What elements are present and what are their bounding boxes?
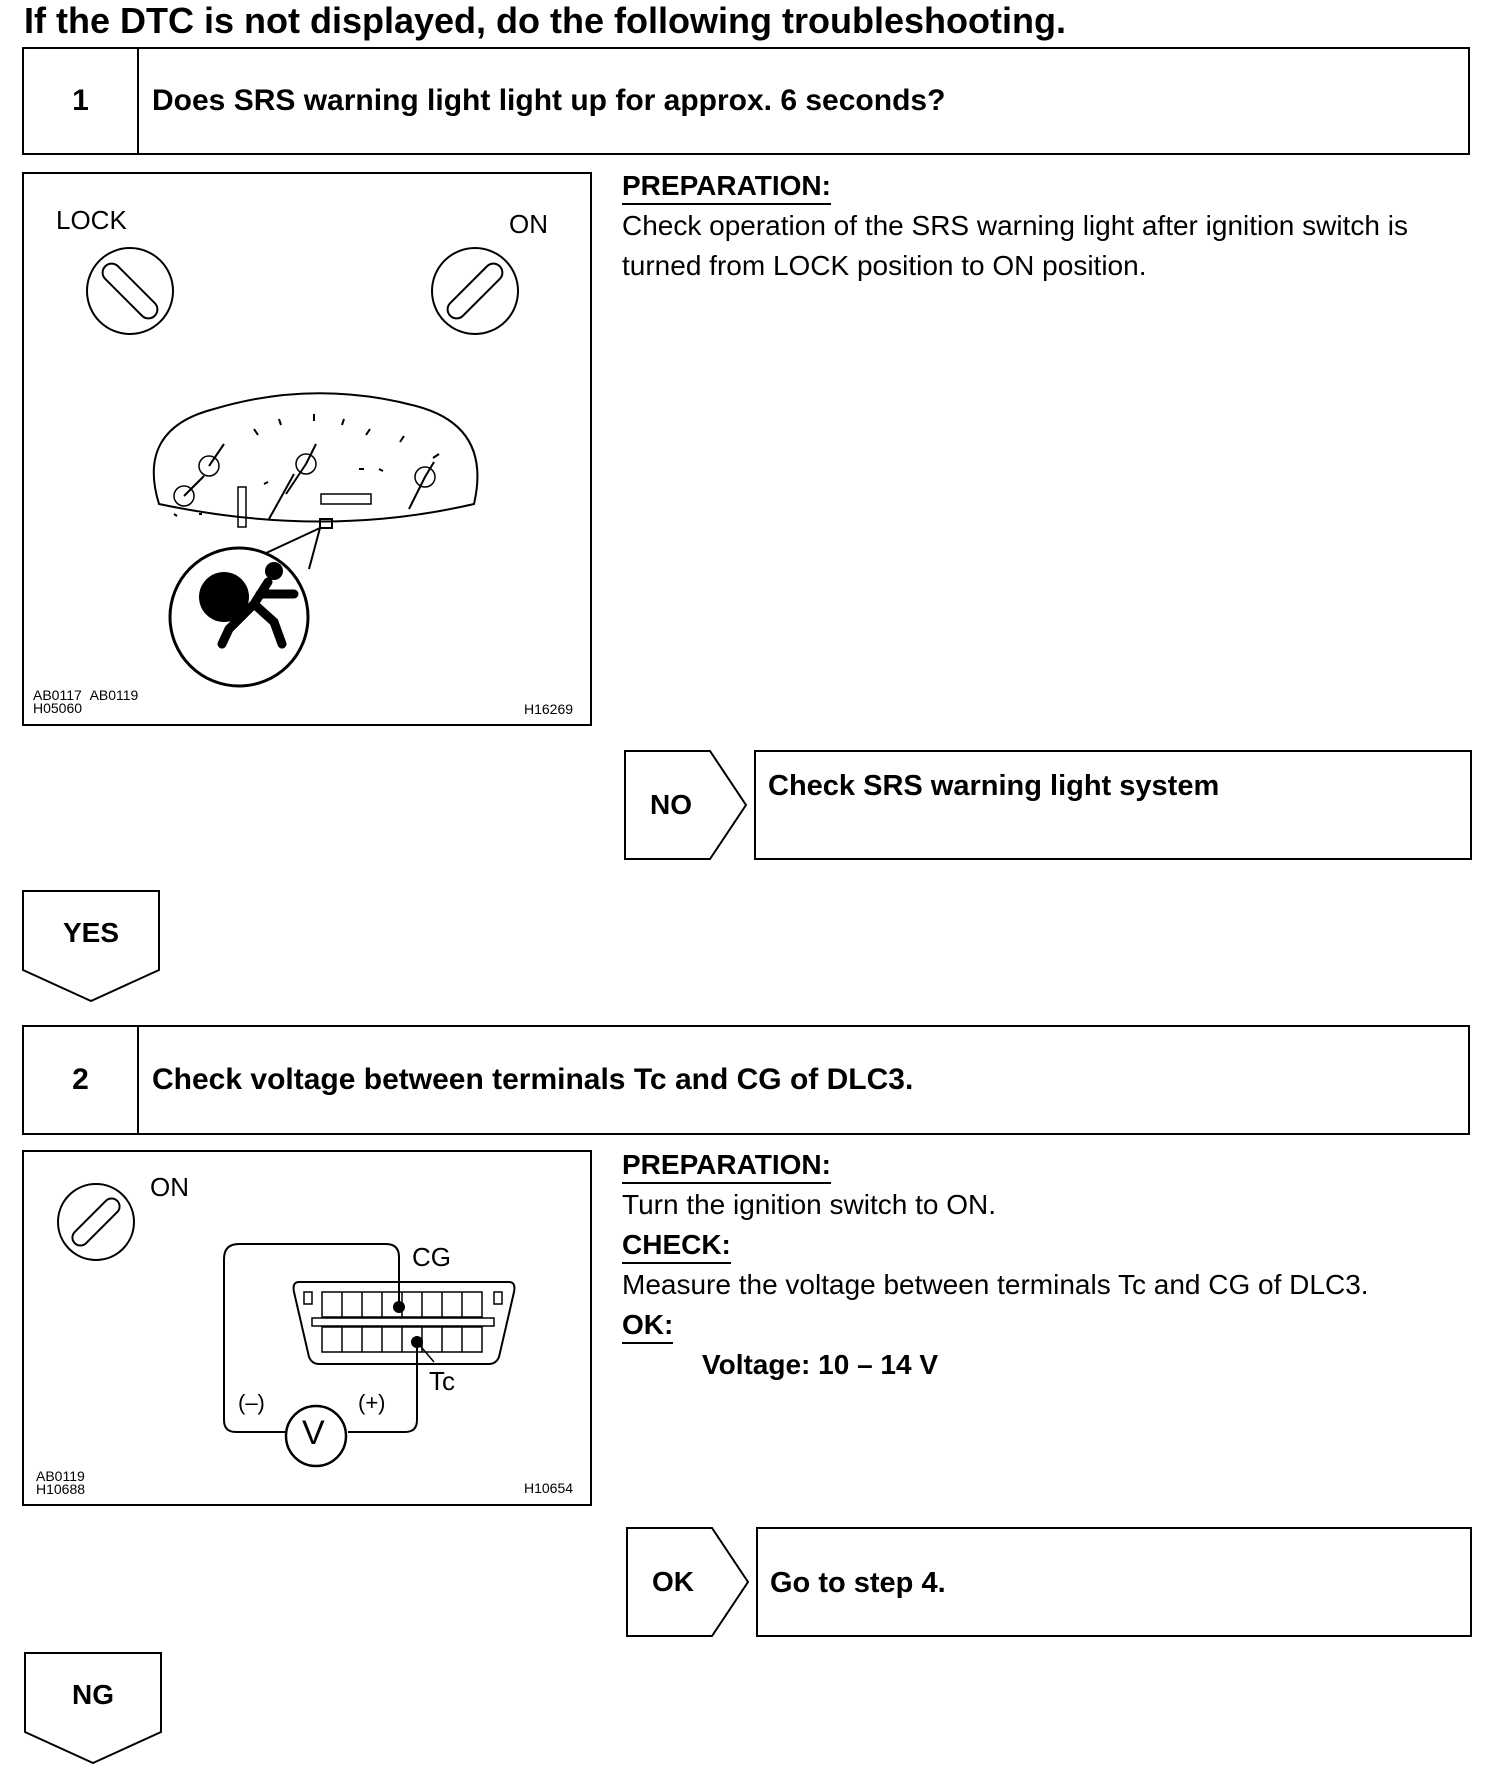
figure-code-2: H10688	[36, 1481, 86, 1497]
figure-code-right: H16269	[524, 701, 574, 717]
ok-branch-tag	[626, 1527, 750, 1637]
no-branch-tag	[624, 750, 748, 860]
ok-tag-label: OK	[652, 1566, 694, 1597]
step-2-instructions	[622, 1145, 1474, 1385]
figure-code-right: H10654	[524, 1480, 574, 1496]
ignition-lock-icon	[87, 248, 173, 334]
voltmeter-icon: V	[302, 1414, 325, 1452]
figure-code-left	[33, 689, 138, 715]
figure-code-left	[36, 1470, 85, 1496]
figure-code-3: H05060	[33, 700, 83, 716]
ng-tag-label: NG	[72, 1679, 114, 1710]
ok-spec: Voltage: 10 – 14 V	[702, 1349, 939, 1380]
step-2-header	[22, 1025, 1470, 1135]
ignition-on-icon	[58, 1184, 134, 1260]
ok-label: OK:	[622, 1308, 673, 1344]
no-result-box	[754, 750, 1472, 860]
label-tc: Tc	[429, 1366, 455, 1396]
figure-code-1: AB0119	[36, 1468, 85, 1484]
dlc3-voltage-illustration	[24, 1152, 594, 1508]
ok-result-box	[756, 1527, 1472, 1637]
srs-warning-light-callout	[170, 528, 320, 686]
preparation-text: Check operation of the SRS warning light after ignition switch is turned from LOCK position to ON position.	[622, 210, 1408, 281]
step-2-title: Check voltage between terminals Tc and CG of DLC3.	[152, 1063, 914, 1096]
label-cg: CG	[412, 1242, 451, 1272]
label-plus: (+)	[358, 1390, 386, 1415]
ng-branch-tag	[24, 1652, 162, 1764]
figure-code-2: AB0119	[89, 687, 139, 703]
ignition-on-icon	[432, 248, 518, 334]
page-heading: If the DTC is not displayed, do the following troubleshooting.	[24, 0, 1066, 41]
step-2-figure	[22, 1150, 592, 1506]
label-on: ON	[509, 209, 548, 239]
yes-branch-tag	[22, 890, 160, 1002]
preparation-label: PREPARATION:	[622, 1148, 831, 1184]
step-1-figure	[22, 172, 592, 726]
step-1-header	[22, 47, 1470, 155]
no-tag-label: NO	[650, 789, 692, 820]
step-2-number: 2	[24, 1027, 139, 1133]
preparation-label: PREPARATION:	[622, 169, 831, 205]
label-on: ON	[150, 1172, 189, 1202]
dlc3-connector	[294, 1282, 515, 1364]
dashboard-illustration	[24, 174, 594, 728]
instrument-cluster	[154, 393, 478, 528]
check-label: CHECK:	[622, 1228, 731, 1264]
yes-tag-label: YES	[62, 917, 120, 948]
check-text: Measure the voltage between terminals Tc and CG of DLC3.	[622, 1269, 1369, 1300]
step-1-title: Does SRS warning light light up for approx. 6 seconds?	[152, 84, 946, 117]
step-1-instructions	[622, 166, 1474, 286]
no-result-text: Check SRS warning light system	[768, 770, 1220, 802]
label-minus: (–)	[238, 1390, 265, 1415]
label-lock: LOCK	[56, 205, 127, 235]
ok-result-text: Go to step 4.	[770, 1567, 946, 1599]
figure-code-1: AB0117	[33, 687, 82, 703]
preparation-text: Turn the ignition switch to ON.	[622, 1189, 997, 1220]
step-1-number: 1	[24, 49, 139, 153]
